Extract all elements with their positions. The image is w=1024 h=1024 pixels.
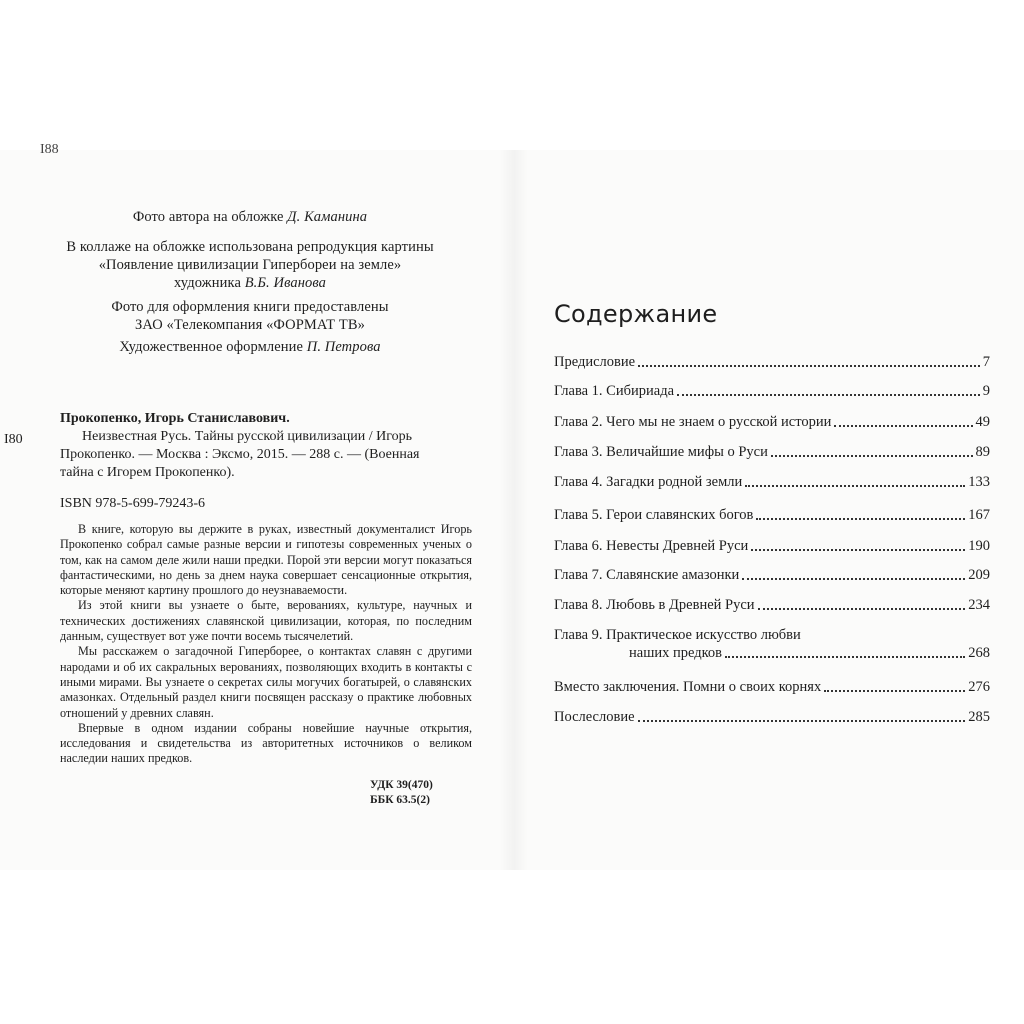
toc-entry: Глава 2. Чего мы не знаем о русской истории 49 [554, 414, 990, 430]
toc-entry: Глава 6. Невесты Древней Руси 190 [554, 538, 990, 554]
catalog-code: I80 [4, 432, 23, 447]
toc-entry: Послесловие 285 [554, 709, 990, 725]
toc-entry: Глава 7. Славянские амазонки 209 [554, 567, 990, 583]
bibliographic-record [60, 410, 480, 482]
toc-entry: Глава 8. Любовь в Древней Руси 234 [554, 597, 990, 613]
biblio-author: Прокопенко, Игорь Станиславович. [60, 411, 290, 426]
credit-cover-photo: Фото автора на обложке Д. Каманина [132, 209, 368, 225]
toc-entry: Вместо заключения. Помни о своих корнях 276 [554, 679, 990, 695]
abstract-paragraph: В книге, которую вы держите в руках, известный документалист Игорь Прокопенко собрал самые разные версии и гипотезы современных ученых о том, как на самом деле жили наши предки. Порой эти версии могут показаться фантастическими, но день за днем наука совершает сенсационные открытия, которые меняют картину прошлого до неузнаваемости. [60, 522, 472, 598]
book-spread [0, 142, 1024, 870]
bbk-code: ББК 63.5(2) [370, 794, 430, 806]
biblio-line-3: тайна с Игорем Прокопенко). [60, 465, 235, 480]
toc-entry: Глава 5. Герои славянских богов 167 [554, 507, 990, 523]
cut-page-fragment: I88 [40, 142, 59, 154]
toc-entry: Предисловие 7 [554, 354, 990, 370]
classification-codes [370, 778, 433, 808]
udk-code: УДК 39(470) [370, 779, 433, 791]
toc-entry: Глава 3. Величайшие мифы о Руси 89 [554, 444, 990, 460]
isbn: ISBN 978-5-699-79243-6 [60, 496, 206, 511]
biblio-line-1: Неизвестная Русь. Тайны русской цивилизации / Игорь [82, 429, 412, 444]
abstract-paragraph: Впервые в одном издании собраны новейшие научные открытия, исследования и свидетельства из авторитетных источников о великом наследии наших предков. [60, 720, 472, 766]
credit-photos: Фото для оформления книги предоставлены ЗАО «Телекомпания «ФОРМАТ ТВ» [111, 299, 389, 333]
credit-art-design: Художественное оформление П. Петрова [119, 339, 381, 355]
toc-entry: Глава 9. Практическое искусство любви наших предков 268 [554, 627, 990, 661]
biblio-line-2: Прокопенко. — Москва : Эксмо, 2015. — 288 с. — (Военная [60, 447, 420, 462]
abstract-paragraph: Мы расскажем о загадочной Гиперборее, о контактах славян с другими народами и об их сакральных верованиях, позволяющих входить в контакты с иными мирами. Вы узнаете о секретах силы могучих богатырей, о славянских амазонках. Отдельный раздел книги посвящен рассказу о практике любовных отношений у древних славян. [60, 644, 472, 720]
toc-entry: Глава 1. Сибириада 9 [554, 383, 990, 399]
credit-collage: В коллаже на обложке использована репродукция картины «Появление цивилизации Гипербореи на земле» художника В.Б. Иванова [66, 239, 434, 291]
book-gutter [500, 150, 528, 870]
toc-title: Содержание [554, 300, 718, 328]
toc-entry: Глава 4. Загадки родной земли 133 [554, 474, 990, 490]
book-abstract [60, 522, 472, 767]
abstract-paragraph: Из этой книги вы узнаете о быте, верованиях, культуре, научных и технических достижениях славянской цивилизации, которая, по последним данным, существует вот уже почти восемь тысячелетий. [60, 598, 472, 644]
